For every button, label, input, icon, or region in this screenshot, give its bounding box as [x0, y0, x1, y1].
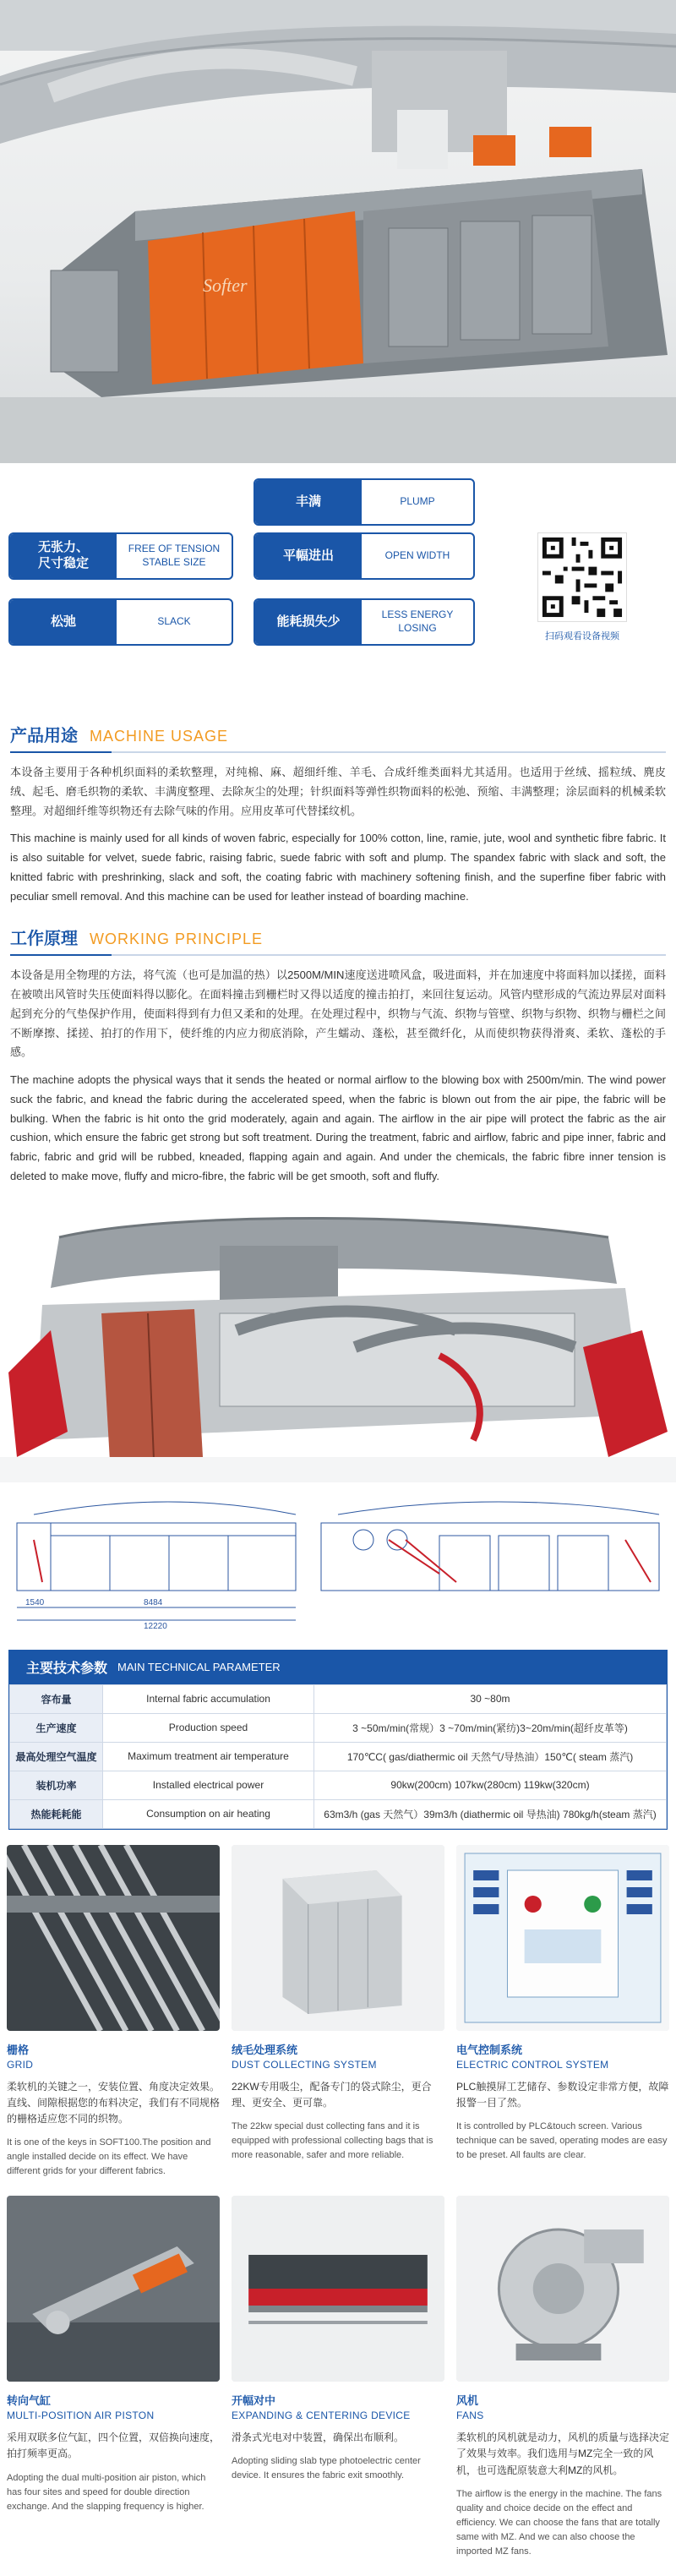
- air-piston-photo: [7, 2196, 220, 2382]
- param-key: 最高处理空气温度: [10, 1742, 103, 1771]
- feature-en: SLACK: [157, 615, 191, 628]
- param-key: 热能耗耗能: [10, 1799, 103, 1828]
- drawing-dim: 12220: [144, 1621, 167, 1631]
- component-card: [7, 1845, 220, 2180]
- component-title-cn: 开幅对中: [232, 2394, 276, 2408]
- dust-collector-photo: [232, 1845, 444, 2031]
- table-row: [10, 1713, 667, 1742]
- usage-text-en: This machine is mainly used for all kinds of woven fabric, especially for 100% cotton, line, ramie, jute, wool and synthetic fibre fabric. It is also suitable for velvet, suede fabric, raising fabric, suede fabric with soft and plump. The spandex fabric with slack and soft, the knitted fabric with preshrinking, slack and soft, the coating fabric with machinery softening finish, and the superfine fiber fabric with peculiar smell removal. And this machine can be used for leather instead of boarding machine.: [10, 832, 666, 903]
- component-desc-en: It is one of the keys in SOFT100.The position and angle installed decide on its effect. We have different grids for your different fabrics.: [7, 2137, 211, 2177]
- feature-en: FREE OF TENSION STABLE SIZE: [128, 543, 221, 568]
- svg-text:Softer: Softer: [203, 275, 248, 296]
- usage-title-en: MACHINE USAGE: [90, 728, 229, 745]
- component-desc-en: It is controlled by PLC&touch screen. Various technique can be saved, operating modes are easy to be preset. All faults are clear.: [456, 2120, 668, 2160]
- component-desc-cn: 22KW专用吸尘，配备专门的袋式除尘，更合理、更安全、更可靠。: [232, 2080, 432, 2109]
- feature-cn: 无张力、 尺寸稳定: [10, 534, 117, 578]
- feature-section: [0, 463, 676, 717]
- fan-photo: [456, 2196, 669, 2382]
- feature-cn: 能耗损失少: [255, 600, 362, 644]
- principle-title-en: WORKING PRINCIPLE: [90, 931, 264, 948]
- principle-text-cn: 本设备是用全物理的方法，将气流（也可是加温的热）以2500M/MIN速度送进喷风盒，吸进面料，并在加速度中将面料加以揉搓，面料在被喷出风管时失压使面料得以膨化。在面料撞击到栅栏时又得以适度的撞击拍打，来回往复运动。风管内壁形成的气流边界层对面料起到充分的气垫保护作用，使面料得到有力但又柔和的处理。在处理过程中，织物与气流、织物与管壁、织物与织物、织物与栅栏之间不断摩擦、揉搓、拍打的作用下，使纤维的内应力彻底消除，产生蠕动、蓬松，甚至微纤化，从而使织物获得滑爽、柔软、蓬松的手感。: [10, 969, 666, 1059]
- param-name-en: Production speed: [103, 1713, 314, 1742]
- component-card: [232, 2196, 444, 2559]
- drawing-dim: 1540: [25, 1597, 45, 1607]
- qr-code-icon[interactable]: [537, 532, 627, 622]
- feature-cn: 丰满: [255, 480, 362, 524]
- component-desc-cn: 滑条式光电对中装置，确保出布顺利。: [232, 2431, 405, 2444]
- control-panel-photo: [456, 1845, 669, 2031]
- component-title-en: GRID: [7, 2058, 34, 2071]
- param-name-en: Consumption on air heating: [103, 1799, 314, 1828]
- component-card: [456, 1845, 669, 2180]
- param-value: 170℃C( gas/diathermic oil 天然气/导热油）150℃( steam 蒸汽): [314, 1742, 667, 1771]
- section-divider: [10, 751, 666, 753]
- component-title-en: MULTI-POSITION AIR PISTON: [7, 2410, 155, 2422]
- section-divider: [10, 954, 666, 956]
- component-title-cn: 绒毛处理系统: [232, 2043, 298, 2056]
- component-card: [232, 1845, 444, 2180]
- table-row: [10, 1799, 667, 1828]
- component-desc-en: The 22kw special dust collecting fans and it is equipped with professional collecting bags that is more reasonable, safer and more reliable.: [232, 2120, 433, 2160]
- param-name-en: Internal fabric accumulation: [103, 1684, 314, 1713]
- usage-title-cn: 产品用途: [10, 727, 78, 745]
- feature-pill: [8, 532, 233, 580]
- component-title-cn: 转向气缸: [7, 2394, 52, 2408]
- component-desc-cn: 采用双联多位气缸，四个位置，双倍换向速度，拍打频率更高。: [7, 2431, 221, 2460]
- param-key: 装机功率: [10, 1771, 103, 1799]
- machine-3d-render: [0, 1203, 676, 1482]
- param-key: 容布量: [10, 1684, 103, 1713]
- component-title-cn: 电气控制系统: [456, 2043, 523, 2056]
- param-name-en: Installed electrical power: [103, 1771, 314, 1799]
- component-title-cn: 栅格: [7, 2043, 30, 2056]
- principle-section: [0, 925, 676, 1186]
- component-title-en: EXPANDING & CENTERING DEVICE: [232, 2410, 411, 2422]
- component-card: [7, 2196, 220, 2559]
- feature-cn: 平幅进出: [255, 534, 362, 578]
- feature-en: PLUMP: [400, 495, 435, 508]
- param-value: 90kw(200cm) 107kw(280cm) 119kw(320cm): [314, 1771, 667, 1799]
- feature-pill: [254, 598, 475, 646]
- component-desc-en: Adopting sliding slab type photoelectric center device. It ensures the fabric exit smoothly.: [232, 2456, 421, 2481]
- component-title-en: DUST COLLECTING SYSTEM: [232, 2058, 377, 2071]
- param-value: 63m3/h (gas 天然气）39m3/h (diathermic oil 导热油) 780kg/h(steam 蒸汽): [314, 1799, 667, 1828]
- component-title-en: FANS: [456, 2410, 484, 2422]
- component-desc-en: Adopting the dual multi-position air piston, which has four sites and speed for double direction exchange. And the slapping frequency is higher.: [7, 2472, 206, 2512]
- technical-drawing: [0, 1489, 676, 1633]
- table-row: [10, 1742, 667, 1771]
- param-value: 30 ~80m: [314, 1684, 667, 1713]
- usage-section: [0, 722, 676, 906]
- tech-parameter-table: [8, 1650, 668, 1830]
- principle-text-en: The machine adopts the physical ways that it sends the heated or normal airflow to the blowing box with 2500m/min. The wind power suck the fabric, and knead the fabric during the accelerated speed, when the fabric is blown out from the air pipe, the fabric will be bulking. When the fabric is hit onto the grid moderately, again and again. The airflow in the air pipe will protect the fabric as the air cushion, which ensure the fabric get strong but soft treatment. During the treatment, fabric and airflow, fabric and pipe inner, fabric and fabric, fabric and grid will be rubbed, kneaded, flapping again and again. And under the chemicals, the fabric fibre inner tension is deleted to make move, fluffy and micro-fibre, the fabric will be get smooth, soft and fluffy.: [10, 1073, 666, 1182]
- principle-title-cn: 工作原理: [10, 930, 78, 949]
- component-title-cn: 风机: [456, 2394, 479, 2408]
- component-desc-cn: 柔软机的风机就是动力，风机的质量与选择决定了效果与效率。我们选用与MZ完全一致的风机，也可选配原装意大利MZ的风机。: [456, 2431, 670, 2476]
- drawing-dim: 8484: [144, 1597, 163, 1607]
- feature-pill: [254, 532, 475, 580]
- machine-hero-photo: [0, 0, 676, 463]
- component-card: [456, 2196, 669, 2559]
- tech-title-cn: 主要技术参数: [26, 1662, 108, 1676]
- param-key: 生产速度: [10, 1713, 103, 1742]
- component-desc-cn: 柔软机的关键之一，安装位置、角度决定效果。直线、间隙根据您的布料决定，我们有不同规格的栅格适应您不同的织物。: [7, 2080, 221, 2125]
- feature-en: OPEN WIDTH: [384, 549, 450, 562]
- table-row: [10, 1684, 667, 1713]
- grid-photo: [7, 1845, 220, 2031]
- table-row: [10, 1771, 667, 1799]
- param-value: 3 ~50m/min(常规）3 ~70m/min(紧纺)3~20m/min(超纤皮革等): [314, 1713, 667, 1742]
- component-grid: [0, 1845, 676, 2560]
- component-title-en: ELECTRIC CONTROL SYSTEM: [456, 2058, 609, 2071]
- tech-table-header: [9, 1651, 667, 1684]
- tech-title-en: MAIN TECHNICAL PARAMETER: [117, 1661, 281, 1673]
- feature-pill: [254, 478, 475, 526]
- feature-pill: [8, 598, 233, 646]
- usage-text-cn: 本设备主要用于各种机织面料的柔软整理，对纯棉、麻、超细纤维、羊毛、合成纤维类面料尤其适用。也适用于丝绒、摇粒绒、麂皮绒、起毛、磨毛织物的柔软、丰满度整理、去除灰尘的处理；针织面料等弹性织物面料的松弛、预缩、丰满整理；涂层面料的机械柔软整理。对超细纤维等织物还有去除气味的作用。应用皮革可代替揉纹机。: [10, 766, 666, 817]
- component-desc-cn: PLC触摸屏工艺储存、参数设定非常方便，故障报警一目了然。: [456, 2080, 669, 2109]
- feature-en: LESS ENERGY LOSING: [381, 609, 454, 634]
- qr-caption: 扫码观看设备视频: [545, 631, 619, 641]
- feature-cn: 松弛: [10, 600, 117, 644]
- component-desc-en: The airflow is the energy in the machine. The fans quality and choice decide on the effect and efficiency. We can choose the fans that are totally same with MZ. And we can also choose the imported MZ fans.: [456, 2488, 662, 2557]
- param-name-en: Maximum treatment air temperature: [103, 1742, 314, 1771]
- centering-device-photo: [232, 2196, 444, 2382]
